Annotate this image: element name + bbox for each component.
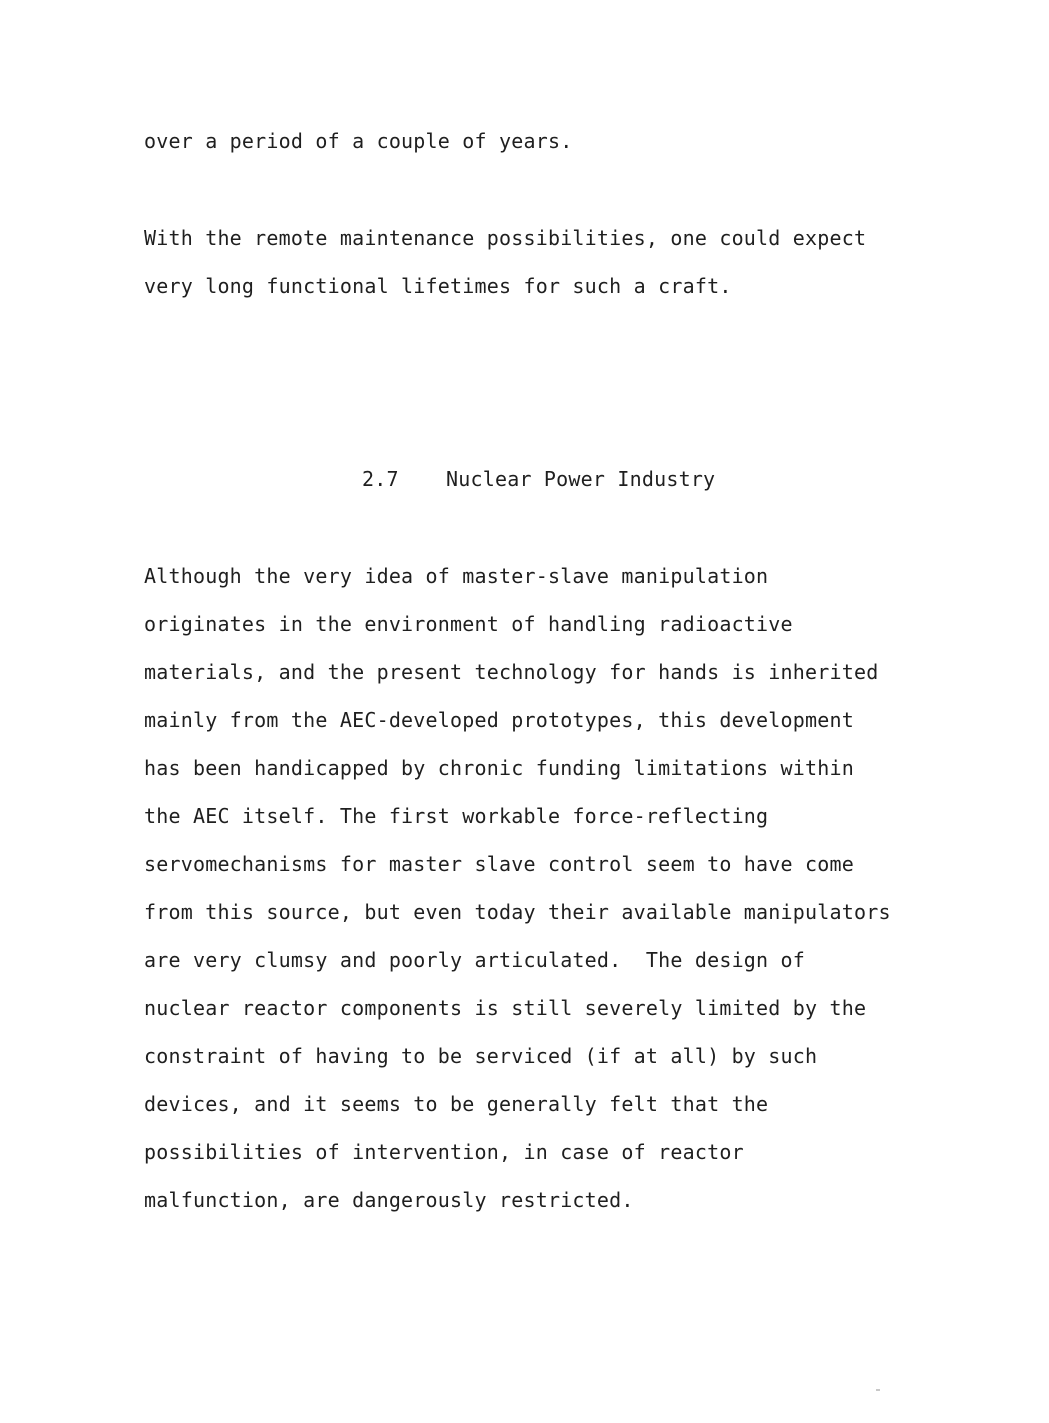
paragraph-top-line: over a period of a couple of years. xyxy=(144,129,573,153)
paragraph-nuclear-line: the AEC itself. The first workable force-reflecting xyxy=(144,804,769,828)
paragraph-nuclear-line: materials, and the present technology for hands is inherited xyxy=(144,660,879,684)
paragraph-nuclear-line: Although the very idea of master-slave manipulation xyxy=(144,564,769,588)
paragraph-nuclear-line: nuclear reactor components is still severely limited by the xyxy=(144,996,867,1020)
paragraph-nuclear-line: servomechanisms for master slave control seem to have come xyxy=(144,852,854,876)
paragraph-maintenance-line: very long functional lifetimes for such a craft. xyxy=(144,274,732,298)
paragraph-nuclear-line: mainly from the AEC-developed prototypes, this development xyxy=(144,708,854,732)
paragraph-nuclear-line: constraint of having to be serviced (if at all) by such xyxy=(144,1044,818,1068)
section-title: Nuclear Power Industry xyxy=(446,467,716,491)
paragraph-nuclear-line: malfunction, are dangerously restricted. xyxy=(144,1188,634,1212)
section-number: 2.7 xyxy=(362,467,399,491)
paragraph-nuclear-line: from this source, but even today their available manipulators xyxy=(144,900,891,924)
paragraph-nuclear-line: has been handicapped by chronic funding limitations within xyxy=(144,756,854,780)
paragraph-nuclear-line: originates in the environment of handling radioactive xyxy=(144,612,793,636)
paragraph-nuclear-line: are very clumsy and poorly articulated. The design of xyxy=(144,948,806,972)
scan-speck xyxy=(876,1389,880,1391)
paragraph-nuclear-line: possibilities of intervention, in case of reactor xyxy=(144,1140,744,1164)
paragraph-nuclear-line: devices, and it seems to be generally felt that the xyxy=(144,1092,769,1116)
section-heading xyxy=(362,467,715,491)
paragraph-maintenance-line: With the remote maintenance possibilities, one could expect xyxy=(144,226,867,250)
